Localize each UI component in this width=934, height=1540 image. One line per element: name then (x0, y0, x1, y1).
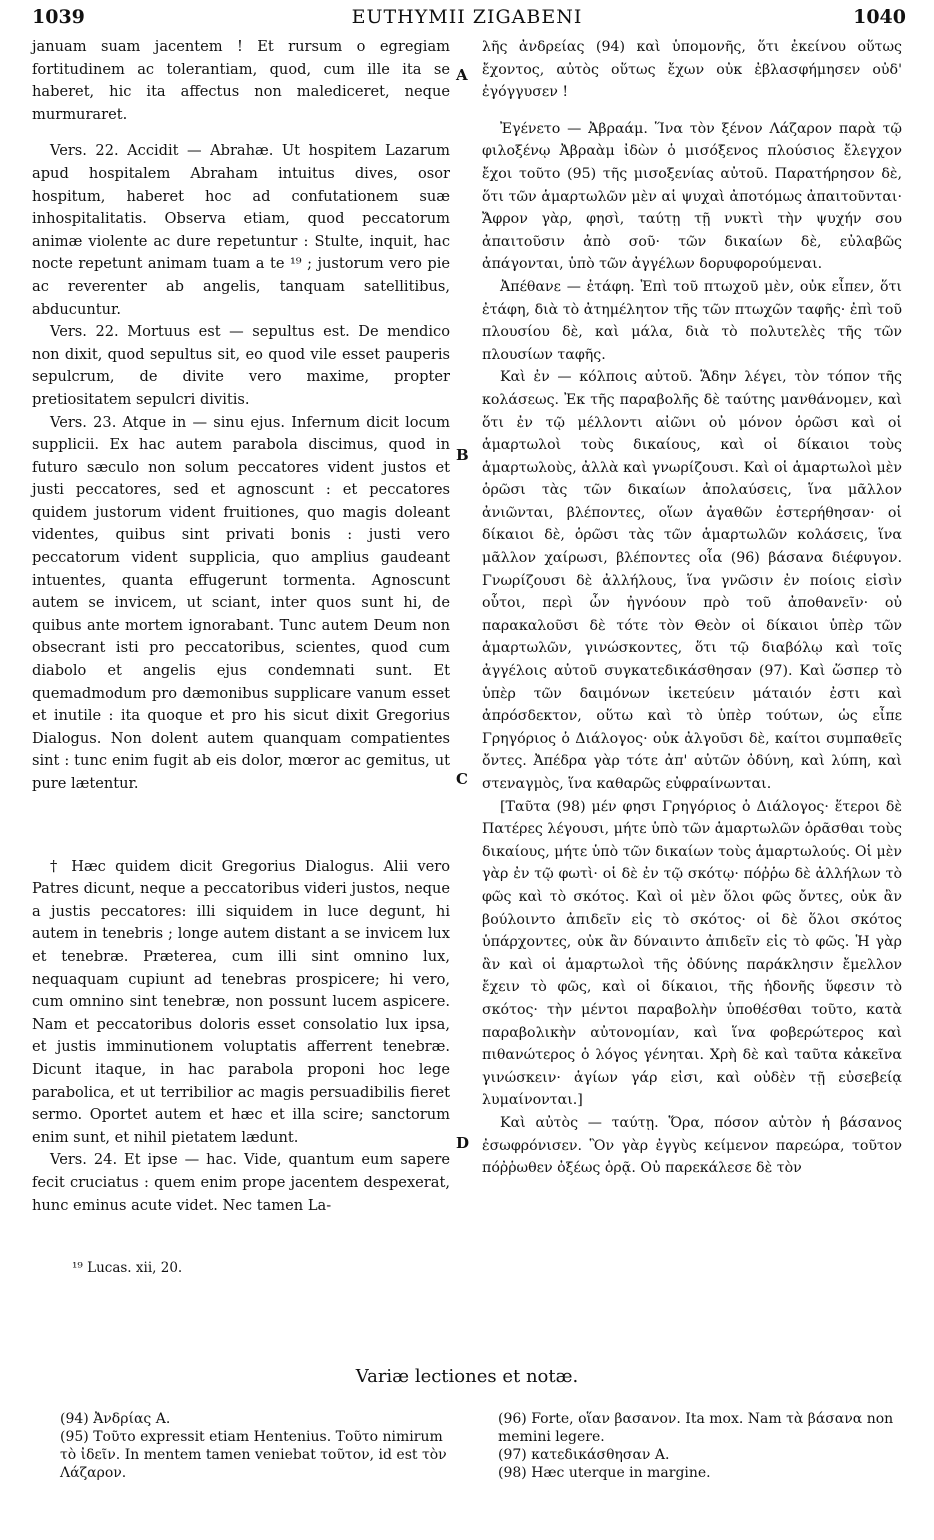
latin-paragraph: Vers. 22. Mortuus est — sepultus est. De mendico non dixit, quod sepultus sit, eo quod vile esset pauperis sepulcrum, de divite vero maxime, propter pretiositatem sepulcri divitis. (32, 323, 450, 408)
latin-paragraph: Vers. 23. Atque in — sinu ejus. Infernum dicit locum supplicii. Ex hac autem parabola discimus, quod in futuro sæculo non solum peccatores vident justos et justi peccatores, sed et agnoscunt : et peccatores quidem justorum vident fruitiones, quo magis doleant videntes, quibus sint privati bonis : justi vero peccatorum vident supplicia, quo amplius gaudeant intuentes, quanta effugerunt tormenta. Agnoscunt autem se invicem, ut sciant, inter quos sunt hi, de quibus ante mortem ignorabant. Tunc autem Deum non obsecrant isti pro peccatoribus, scientes, quod cum diabolo et angelis ejus condemnati sunt. Et quemadmodum pro dæmonibus supplicare vanum esset et inutile : ita quoque et pro his sicut dixit Gregorius Dialogus. Non dolent autem quanquam compatientes sint : tunc enim fugit ab eis dolor, mœror ac gemitus, ut pure lætentur. (32, 413, 450, 792)
greek-paragraph: Ἀπέθανε — ἐτάφη. Ἐπὶ τοῦ πτωχοῦ μὲν, οὐκ εἶπεν, ὅτι ἐτάφη, διὰ τὸ ἀτημέλητον τῆς τῶν πτωχῶν ταφῆς· ἐπὶ τοῦ πλουσίου δὲ, καὶ μάλα, διὰ τὸ πολυτελὲς τῆς τῶν πλουσίων ταφῆς. (482, 278, 902, 363)
latin-paragraph: Vers. 22. Accidit — Abrahæ. Ut hospitem Lazarum apud hospitalem Abraham intuitus dives, osor hospitum, haberet hoc ad confutationem suæ inhospitalitatis. Observa etiam, quod peccatorum animæ violente ac dure repetuntur : Stulte, inquit, hac nocte repetunt animam tuam a te ¹⁹ ; justorum vero pie ac reverenter ab angelis, tanquam satellitibus, abducuntur. (32, 142, 450, 318)
notes-left (60, 1410, 460, 1482)
greek-paragraph: Ἐγένετο — Ἀβραάμ. Ἵνα τὸν ξένον Λάζαρον παρὰ τῷ φιλοξένῳ Ἀβραὰμ ἰδὼν ὁ μισόξενος πλούσιος ἔλεγχον ἔχοι τοῦτο (95) τῆς μισοξενίας αὐτοῦ. Παρατήρησον δὲ, ὅτι τῶν ἁμαρτωλῶν μὲν αἱ ψυχαὶ ἀποτόμως ἀπαιτοῦνται· Ἄφρον γὰρ, φησὶ, ταύτῃ τῇ νυκτὶ τὴν ψυχήν σου ἀπαιτοῦσιν ἀπὸ σοῦ· τῶν δικαίων δὲ, εὐλαβῶς ἀπάγονται, ὑπὸ τῶν ἀγγέλων δορυφορούμεναι. (482, 120, 902, 273)
note-item: (98) Hæc uterque in margine. (498, 1465, 711, 1481)
page-number-left: 1039 (32, 6, 85, 28)
note-item: (95) Τοῦτο expressit etiam Hentenius. Τοῦτο nimirum τὸ ἰδεῖν. In mentem tamen veniebat τοῦτον, id est τὸν Λάζαρον. (60, 1429, 447, 1481)
greek-paragraph: [Ταῦτα (98) μέν φησι Γρηγόριος ὁ Διάλογος· ἕτεροι δὲ Πατέρες λέγουσι, μήτε ὑπὸ τῶν ἁμαρτωλῶν ὁρᾶσθαι τοὺς δικαίους, μήτε ὑπὸ τῶν δικαίων τοὺς ἁμαρτωλούς. Οἱ μὲν γὰρ ἐν τῷ φωτὶ· οἱ δὲ ἐν τῷ σκότῳ· πόῤῥω δὲ ἀλλήλων τὸ φῶς καὶ τὸ σκότος. Καὶ οἱ μὲν ὅλοι φῶς ὄντες, οὐκ ἂν βούλοιντο ἀπιδεῖν εἰς τὸ σκότος· οἱ δὲ ὅλοι σκότος ὑπάρχοντες, οὐκ ἂν δύναιντο ἀπιδεῖν εἰς τὸ φῶς. Ἡ γὰρ ἂν καὶ οἱ ἁμαρτωλοὶ τῆς ὀδύνης παράκλησιν ἔμελλον ἔχειν τὸ φῶς, καὶ οἱ δίκαιοι, τῆς ἡδονῆς ὕφεσιν τὸ σκότος· τὴν μέντοι παραβολὴν ὑποθέσθαι τοῦτο, κατὰ παραβολικὴν αὐτονομίαν, καὶ ἵνα φοβερώτερος καὶ πιθανώτερος ὁ λόγος γένηται. Χρὴ δὲ καὶ ταῦτα κἀκεῖνα γινώσκειν· ἁγίων γάρ εἰσι, καὶ οὐδὲν τῇ εὐσεβείᾳ λυμαίνονται.] (482, 798, 902, 1109)
margin-marker-c: C (456, 770, 468, 788)
greek-paragraph: Καὶ αὐτὸς — ταύτῃ. Ὅρα, πόσον αὐτὸν ἡ βάσανος ἐσωφρόνισεν. Ὃν γὰρ ἐγγὺς κείμενον παρεώρα, τοῦτον πόῤῥωθεν ὀξέως ὁρᾷ. Οὐ παρεκάλεσε δὲ τὸν (482, 1114, 902, 1177)
page-header (0, 6, 934, 30)
note-item: (97) κατεδικάσθησαν A. (498, 1447, 670, 1463)
greek-column (482, 36, 902, 1180)
latin-paragraph: Vers. 24. Et ipse — hac. Vide, quantum eum sapere fecit cruciatus : quem enim prope jacentem despexerat, hunc eminus acute videt. Nec tamen La- (32, 1151, 450, 1214)
margin-marker-d: D (456, 1134, 470, 1152)
latin-footnote: ¹⁹ Lucas. xii, 20. (72, 1260, 183, 1277)
greek-paragraph: Καὶ ἐν — κόλποις αὐτοῦ. Ἅδην λέγει, τὸν τόπον τῆς κολάσεως. Ἐκ τῆς παραβολῆς δὲ ταύτης μανθάνομεν, καὶ ὅτι ἐν τῷ μέλλοντι αἰῶνι οὐ μόνον ὁρῶσι καὶ οἱ ἁμαρτωλοὶ τοὺς δικαίους, καὶ οἱ δίκαιοι τοὺς ἁμαρτωλοὺς, ἀλλὰ καὶ γνωρίζουσι. Καὶ οἱ ἁμαρτωλοὶ μὲν ὁρῶσι τὰς τῶν δικαίων ἀπολαύσεις, ἵνα μᾶλλον ἀνιῶνται, βλέποντες, οἵων ἀγαθῶν ἐστερήθησαν· οἱ δίκαιοι δὲ, ὁρῶσι τὰς τῶν ἁμαρτωλῶν κολάσεις, ἵνα μᾶλλον χαίρωσι, βλέποντες οἷα (96) βάσανα διέφυγον. Γνωρίζουσι δὲ ἀλλήλους, ἵνα γνῶσιν ἐν ποίοις εἰσὶν οὗτοι, περὶ ὧν ἠγνόουν πρὸ τοῦ ἀποθανεῖν· οὐ παρακαλοῦσι δὲ τότε τὸν Θεὸν οἱ δίκαιοι ὑπὲρ τῶν ἁμαρτωλῶν, γινώσκοντες, ὅτι τῷ διαβόλῳ καὶ τοῖς ἀγγέλοις αὐτοῦ συγκατεδικάσθησαν (97). Καὶ ὥσπερ τὸ ὑπὲρ τῶν δαιμόνων ἱκετεύειν μάταιόν ἐστι καὶ ἀπρόσδεκτον, οὕτω καὶ τὸ ὑπὲρ τούτων, ὡς εἶπε Γρηγόριος ὁ Διάλογος· οὐκ ἀλγοῦσι δὲ, καίτοι συμπαθεῖς ὄντες. Ἀπέδρα γὰρ τότε ἀπ' αὐτῶν ὀδύνη, καὶ λύπη, καὶ στεναγμὸς, ἵνα καθαρῶς εὐφραίνωνται. (482, 369, 902, 792)
latin-column (32, 36, 450, 1280)
latin-paragraph: januam suam jacentem ! Et rursum o egregiam fortitudinem ac tolerantiam, quod, cum ille ita se haberet, hic ita affectus non malediceret, neque murmuraret. (32, 38, 450, 123)
greek-paragraph: λῆς ἀνδρείας (94) καὶ ὑπομονῆς, ὅτι ἐκείνου οὕτως ἔχοντος, αὐτὸς οὕτως ἔχων οὐκ ἐβλασφήμησεν οὐδ' ἐγόγγυσεν ! (482, 39, 902, 101)
note-item: (96) Forte, οἵαν βασανον. Ita mox. Nam τὰ βάσανα non memini legere. (498, 1411, 894, 1445)
margin-marker-a: A (456, 66, 468, 84)
running-title: EUTHYMII ZIGABENI (351, 6, 583, 28)
variae-lectiones-title: Variæ lectiones et notæ. (355, 1366, 579, 1387)
margin-marker-b: B (456, 446, 469, 464)
note-item: (94) Ἀνδρίας A. (60, 1411, 171, 1427)
latin-paragraph: † Hæc quidem dicit Gregorius Dialogus. Alii vero Patres dicunt, neque a peccatoribus videri justos, neque a justis peccatores: illi siquidem in luce degunt, hi autem in tenebris ; longe autem distant a se invicem lux et tenebræ. Præterea, cum illi sint omnino lux, nequaquam cupiunt ad tenebras prospicere; hi vero, cum omnino sint tenebræ, non possunt lucem aspicere. Nam et peccatoribus doloris esset consolatio lux ipsa, et justis imminutionem voluptatis afferrent tenebræ. Dicunt itaque, in hac parabola proponi hoc lege parabolica, et ut terribilior ac magis persuadibilis fieret sermo. Oportet autem et hæc et illa scire; sanctorum enim sunt, et nihil pietatem lædunt. (32, 857, 450, 1146)
page-number-right: 1040 (853, 6, 906, 28)
notes-right (498, 1410, 908, 1482)
